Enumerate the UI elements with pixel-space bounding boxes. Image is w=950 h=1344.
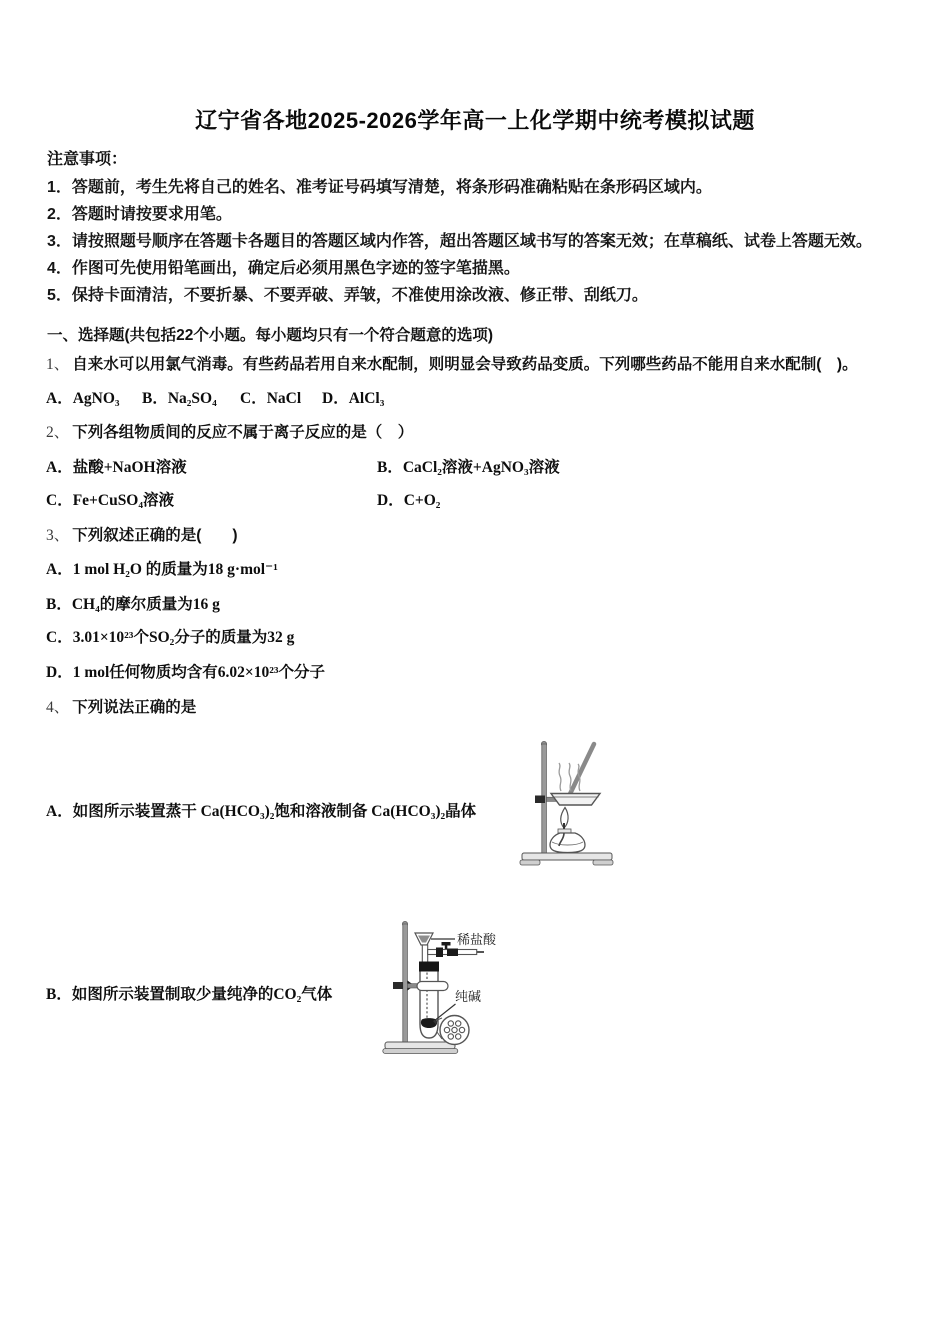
glass-rod-icon	[570, 744, 594, 794]
notice-item-4: 4．作图可先使用铅笔画出，确定后必须用黑色字迹的签字笔描黑。	[47, 260, 520, 277]
question-4-option-b: B．如图所示装置制取少量纯净的CO₂气体	[46, 986, 333, 1003]
notice-item-2: 2．答题时请按要求用笔。	[47, 206, 232, 223]
stand-base-icon	[385, 1042, 455, 1049]
question-3-option-b: B．CH₄的摩尔质量为16 g	[46, 596, 220, 613]
stopcock-stem-icon	[445, 945, 448, 949]
notice-item-1: 1．答题前，考生先将自己的姓名、准考证号码填写清楚，将条形码准确粘贴在条形码区域内。	[47, 179, 712, 196]
question-3-stem	[46, 523, 238, 545]
question-4-text: 下列说法正确的是	[72, 699, 197, 716]
co2-generator-figure	[382, 914, 592, 1059]
clamp-grip-icon	[417, 982, 448, 991]
notice-heading: 注意事项：	[47, 151, 128, 168]
stopcock-handle-icon	[442, 942, 451, 946]
funnel-stem-icon	[422, 945, 427, 963]
co2-generator-diagram	[382, 914, 592, 1059]
question-2-option-a: A．盐酸+NaOH溶液	[46, 459, 187, 476]
stand-base-lower-icon	[383, 1049, 458, 1054]
page-title: 辽宁省各地2025-2026学年高一上化学期中统考模拟试题	[195, 108, 755, 133]
lamp-body-icon	[550, 833, 585, 853]
stand-base-icon	[522, 853, 612, 860]
question-4-option-a: A．如图所示装置蒸干 Ca(HCO₃)₂饱和溶液制备 Ca(HCO₃)₂晶体	[46, 803, 477, 820]
notice-item-5: 5．保持卡面清洁，不要折暴、不要弄破、弄皱，不准使用涂改液、修正带、刮纸刀。	[47, 287, 648, 304]
question-1-stem	[46, 352, 858, 374]
soda-label: 纯碱	[455, 989, 482, 1004]
question-3-number: 3、	[46, 527, 70, 544]
question-2-text: 下列各组物质间的反应不属于离子反应的是（ ）	[72, 424, 414, 441]
question-3-option-d: D．1 mol任何物质均含有6.02×10²³个分子	[46, 664, 326, 681]
question-2-option-d: D．C+O₂	[377, 492, 441, 509]
evaporating-dish-icon	[551, 794, 600, 806]
question-2-stem	[46, 420, 413, 442]
rubber-stopper-icon	[419, 962, 439, 972]
question-2-option-c: C．Fe+CuSO₄溶液	[46, 492, 175, 509]
question-4-number: 4、	[46, 699, 70, 716]
base-foot-right-icon	[593, 860, 613, 865]
stand-rod-icon	[403, 924, 408, 1042]
stopcock-collar-icon	[436, 948, 443, 958]
question-4-stem	[46, 695, 196, 717]
clamp-screw-icon	[393, 982, 403, 989]
question-1-option-d: D．AlCl₃	[322, 390, 385, 407]
question-1-text: 自来水可以用氯气消毒。有些药品若用自来水配制，则明显会导致药品变质。下列哪些药品不能用自来水配制( )。	[72, 356, 858, 373]
question-3-text: 下列叙述正确的是( )	[72, 527, 238, 544]
section-1-heading: 一、选择题(共包括22个小题。每小题均只有一个符合题意的选项)	[47, 327, 494, 344]
evaporation-apparatus-diagram	[519, 737, 624, 869]
question-2-option-b: B．CaCl₂溶液+AgNO₃溶液	[377, 459, 560, 476]
base-foot-left-icon	[520, 860, 540, 865]
question-3-option-c: C．3.01×10²³个SO₂分子的质量为32 g	[46, 629, 295, 646]
question-1-number: 1、	[46, 356, 70, 373]
question-1-option-b: B．Na₂SO₄	[142, 390, 217, 407]
stopcock-body-icon	[447, 949, 458, 957]
question-3-option-a: A．1 mol H₂O 的质量为18 g·mol⁻¹	[46, 561, 278, 578]
question-2-number: 2、	[46, 424, 70, 441]
evaporation-apparatus-figure	[519, 737, 624, 869]
question-1-option-c: C．NaCl	[240, 390, 302, 407]
acid-label: 稀盐酸	[457, 932, 497, 947]
clamp-screw-icon	[535, 796, 545, 804]
notice-item-3: 3．请按照题号顺序在答题卡各题目的答题区域内作答，超出答题区域书写的答案无效；在草稿纸、试卷上答题无效。	[47, 233, 872, 250]
soda-ash-solid-icon	[421, 1018, 437, 1028]
question-1-option-a: A．AgNO₃	[46, 390, 120, 407]
